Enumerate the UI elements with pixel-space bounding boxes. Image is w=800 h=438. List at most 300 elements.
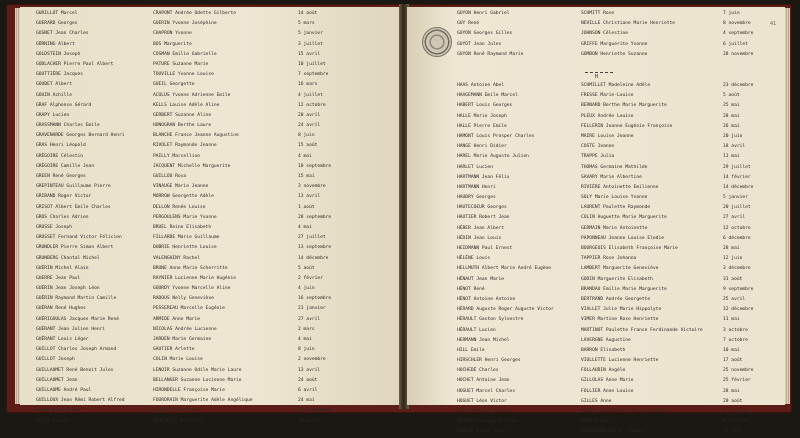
register-entry bbox=[407, 203, 785, 213]
groom-name: GUYOT Paul Albert bbox=[36, 408, 84, 414]
bride-name: BOS Marguerite bbox=[153, 41, 192, 47]
bride-name: LENOIR Suzanne Odile Marie Laure bbox=[153, 367, 242, 373]
groom-name: HALLE Pierre Emile bbox=[457, 123, 507, 129]
register-entry bbox=[407, 152, 785, 162]
marriage-date: 27 avril bbox=[298, 316, 321, 322]
groom-name: GRÉGOIRE Camille Jean bbox=[36, 163, 95, 169]
bride-name: COSTE Jeanne bbox=[581, 144, 615, 150]
register-entry bbox=[407, 142, 785, 152]
groom-name: HOCHEDÉ Charles bbox=[457, 368, 499, 374]
marriage-date: 28 septembre bbox=[298, 214, 332, 220]
bride-name: SAVARY Marie Albertine bbox=[581, 174, 642, 180]
marriage-date: 12 octobre bbox=[723, 225, 751, 231]
bride-name: GAUTIER Arlette bbox=[153, 347, 195, 353]
right-register-list-bottom bbox=[407, 81, 785, 438]
groom-name: GRÉGOIRE Célestin bbox=[36, 153, 84, 159]
groom-name: GUILLAUME André Paul bbox=[36, 387, 92, 393]
bride-name: LAMBERT Marguerite Geneviève bbox=[581, 266, 659, 272]
bride-name: VAUCHERIE Marcelle bbox=[153, 418, 203, 424]
bride-name: FOURDRAIN Marguerite Adèle Angélique bbox=[153, 398, 253, 404]
register-entry bbox=[407, 234, 785, 244]
register-entry bbox=[20, 91, 401, 101]
section-letter: H bbox=[595, 74, 599, 80]
register-entry bbox=[20, 315, 401, 325]
register-entry bbox=[407, 366, 785, 376]
register-entry bbox=[20, 9, 401, 19]
bride-name: GROSSE Antoinette Marie Victoire bbox=[581, 409, 670, 414]
groom-name: GUÉRANT Jean Julien Henri bbox=[36, 326, 106, 332]
groom-name: GROSSET Fernand Victor Félicien bbox=[36, 235, 122, 241]
marriage-date: 3 juillet bbox=[298, 41, 323, 47]
groom-name: GOSNET Jean Charles bbox=[36, 31, 89, 37]
marriage-date: 24 mai bbox=[298, 398, 315, 404]
bride-name: GRIFFE Marguerite Yvonne bbox=[581, 41, 648, 47]
bride-name: GERMAIN Marie Antoinette bbox=[581, 225, 648, 231]
marriage-date: 7 juin bbox=[723, 11, 740, 16]
bride-name: FOLLAUDIN Angèle bbox=[581, 368, 626, 374]
groom-name: GRAF Alphonse Gérard bbox=[36, 102, 92, 108]
register-entry bbox=[20, 254, 401, 264]
marriage-date: 31 août bbox=[723, 276, 743, 282]
groom-name: HÉRARD Auguste Roger Auguste Victor bbox=[457, 307, 554, 313]
marriage-date: 21 septembre bbox=[298, 408, 332, 414]
register-entry bbox=[20, 40, 401, 50]
section-divider bbox=[585, 72, 613, 73]
groom-name: HAUTIER Robert Jean bbox=[457, 215, 510, 221]
marriage-date: 24 avril bbox=[298, 123, 321, 129]
bride-name: BERTRAND Andrée Georgette bbox=[581, 296, 651, 302]
register-entry bbox=[407, 407, 785, 417]
register-entry bbox=[20, 264, 401, 274]
groom-name: HEIDMANN Paul Ernest bbox=[457, 246, 513, 251]
groom-name: GOLDSTEIN Joseph bbox=[36, 51, 81, 57]
groom-name: HÉNOT René bbox=[457, 286, 485, 292]
marriage-date: 12 décembre bbox=[723, 307, 754, 313]
groom-name: HERMANN Jean Michel bbox=[457, 337, 510, 343]
register-entry bbox=[20, 172, 401, 182]
marriage-date: 5 janvier bbox=[298, 31, 323, 37]
register-entry bbox=[407, 193, 785, 203]
marriage-date: 8 juin bbox=[298, 347, 315, 353]
marriage-date: 11 mai bbox=[723, 317, 740, 323]
bride-name: GOMBON Henriette Suzanne bbox=[581, 51, 648, 57]
bride-name: BARRON Elisabeth bbox=[581, 347, 626, 353]
marriage-date: 10 mai bbox=[723, 347, 740, 353]
groom-name: GUÉRIN Jean Joseph Léon bbox=[36, 286, 100, 292]
register-entry bbox=[20, 304, 401, 314]
marriage-date: 7 octobre bbox=[723, 337, 748, 343]
register-entry bbox=[407, 244, 785, 254]
right-page bbox=[407, 7, 785, 435]
register-entry bbox=[20, 396, 401, 406]
register-entry bbox=[20, 111, 401, 121]
register-entry bbox=[20, 223, 401, 233]
register-entry bbox=[20, 192, 401, 202]
marriage-date: 8 novembre bbox=[723, 21, 751, 27]
bride-name: MARTINOT Paulette France Ferdinande Victoire bbox=[581, 327, 703, 333]
register-entry bbox=[20, 152, 401, 162]
register-entry bbox=[20, 406, 401, 416]
bride-name: HIRONDELLE Françoise Marie bbox=[153, 387, 225, 393]
marriage-date: 4 mai bbox=[298, 337, 312, 342]
groom-name: GUILLAUMET René Benoit Jules bbox=[36, 367, 114, 373]
groom-name: GRASSMANN Charles Emile bbox=[36, 123, 100, 129]
register-entry bbox=[20, 50, 401, 60]
bride-name: VALENGHINY Rachel bbox=[153, 255, 201, 261]
bride-name: SCHMILLET Madeleine Adèle bbox=[581, 83, 651, 88]
marriage-date: 28 mai bbox=[723, 246, 740, 251]
groom-name: GUILLAUMET Jean bbox=[36, 377, 78, 383]
page-number: 41 bbox=[770, 21, 777, 27]
groom-name: HABERT Louis Georges bbox=[457, 103, 513, 109]
marriage-date: 4 mai bbox=[298, 224, 312, 230]
bride-name: GUILLOU Rosa bbox=[153, 174, 187, 179]
register-entry bbox=[20, 121, 401, 131]
marriage-date: 14 février bbox=[723, 174, 751, 180]
groom-name: GUY René bbox=[457, 21, 480, 27]
bride-name: VINAUGE Marie Jeanne bbox=[153, 184, 209, 190]
bride-name: VIOLLETTE Lucienne Henriette bbox=[581, 358, 659, 364]
groom-name: HAMONT Louis Prosper Charles bbox=[457, 133, 535, 139]
bride-name: BRUEL Reine Elisabeth bbox=[153, 224, 212, 230]
groom-name: HAAS Antoine Abel bbox=[457, 83, 505, 88]
register-entry bbox=[407, 315, 785, 325]
bride-name: BERNARD Berthe Marie Marguerite bbox=[581, 103, 667, 109]
bride-name: RADOUS Nelly Geneviève bbox=[153, 296, 214, 302]
bride-name: GOURDY Yvonne Marcelle Aline bbox=[153, 286, 231, 292]
register-entry bbox=[20, 182, 401, 192]
marriage-date: 21 août bbox=[723, 429, 743, 435]
groom-name: GRUNBERG Chantal Michel bbox=[36, 255, 100, 261]
groom-name: HÉRAULT Gaston Sylvestre bbox=[457, 317, 524, 323]
groom-name: GUILLOT Joseph bbox=[36, 357, 75, 363]
register-entry bbox=[20, 417, 401, 427]
bride-name: NEVILLE Christiane Marie Henriette bbox=[581, 21, 676, 27]
groom-name: GRUNDLER Pierre Simon Albert bbox=[36, 245, 114, 251]
marriage-date: 6 avril bbox=[298, 387, 318, 393]
marriage-date: 7 septembre bbox=[298, 72, 329, 78]
register-entry bbox=[20, 243, 401, 253]
marriage-date: 27 avril bbox=[723, 215, 746, 221]
register-entry bbox=[20, 284, 401, 294]
bride-name: MORROW Georgette Adèle bbox=[153, 194, 214, 200]
groom-name: HAUTECOEUR Georges bbox=[457, 205, 507, 211]
marriage-date: 24 août bbox=[298, 377, 318, 383]
register-entry bbox=[20, 162, 401, 172]
groom-name: HARLET Lucien bbox=[457, 164, 493, 170]
marriage-date: 25 mai bbox=[723, 103, 740, 109]
marriage-date: 21 janvier bbox=[298, 306, 326, 312]
groom-name: GREPINTEAU Guillaume Pierre bbox=[36, 184, 111, 190]
marriage-date: 5 août bbox=[723, 93, 740, 99]
bride-name: COLIN Huguette Marie Marguerite bbox=[581, 215, 667, 221]
groom-name: GUERRE Jean Paul bbox=[36, 275, 81, 281]
groom-name: GROS Charles Adrien bbox=[36, 214, 89, 220]
groom-name: GUYOT Jean Jules bbox=[457, 41, 502, 47]
bride-name: GUERIN Yvonne Joséphine bbox=[153, 21, 217, 27]
groom-name: GUÉRIGOULAS Jacques Marie René bbox=[36, 316, 119, 322]
register-entry bbox=[407, 19, 785, 29]
groom-name: HIRSCHLER Henri Georges bbox=[457, 358, 521, 364]
marriage-date: 10 septembre bbox=[298, 163, 332, 169]
register-entry bbox=[407, 387, 785, 397]
register-entry bbox=[20, 80, 401, 90]
bride-name: FELLERIN Jeanne Eugénie Françoise bbox=[581, 123, 673, 129]
marriage-date: 5 août bbox=[298, 265, 315, 271]
bride-name: BLANCHE France Jeanne Augustine bbox=[153, 133, 239, 139]
groom-name: HOGUET Marcel Charles bbox=[457, 388, 516, 394]
marriage-date: 20 juin bbox=[723, 133, 743, 139]
groom-name: HÉDIN Jean Louis bbox=[457, 235, 502, 241]
marriage-date: 25 novembre bbox=[723, 368, 754, 374]
groom-name: GOUBET Albert bbox=[36, 82, 72, 88]
bride-name: SCHMITT Rose bbox=[581, 11, 615, 16]
register-entry bbox=[407, 40, 785, 50]
groom-name: GRAS Henri Léopold bbox=[36, 143, 86, 149]
register-entry bbox=[20, 233, 401, 243]
bride-name: TOUVILLE Yvonne Louise bbox=[153, 72, 214, 78]
bride-name: GUEIL Georgette bbox=[153, 82, 195, 88]
bride-name: LAURENT Paulette Raymonde bbox=[581, 205, 651, 211]
register-entry bbox=[20, 60, 401, 70]
groom-name: HARTMANN Henri bbox=[457, 184, 496, 190]
marriage-date: 10 juillet bbox=[298, 61, 326, 67]
groom-name: HAAGEMANN Emile Marcel bbox=[457, 93, 518, 99]
groom-name: HÉBER Jean Albert bbox=[457, 225, 505, 231]
register-entry bbox=[407, 254, 785, 264]
bride-name: PAILLY Marcelline bbox=[153, 153, 201, 159]
groom-name: HOMMEL Fernand Charles bbox=[457, 419, 518, 425]
marriage-date: 13 avril bbox=[298, 367, 321, 373]
marriage-date: 1 août bbox=[298, 204, 315, 210]
register-entry bbox=[20, 386, 401, 396]
bride-name: HONOGRAN Berthe Laure bbox=[153, 123, 212, 129]
marriage-date: 29 juillet bbox=[723, 164, 751, 170]
register-entry bbox=[407, 275, 785, 285]
marriage-date: 8 juin bbox=[298, 133, 315, 139]
marriage-date: 15 avril bbox=[298, 51, 321, 57]
bride-name: CAILLAT Christine bbox=[153, 408, 201, 414]
register-entry bbox=[20, 101, 401, 111]
marriage-date: 15 août bbox=[298, 143, 318, 149]
register-entry bbox=[20, 141, 401, 151]
register-entry bbox=[20, 213, 401, 223]
groom-name: GUYON René Raymond Marie bbox=[457, 51, 524, 57]
bride-name: GUILLEMIN Marie Jeanne bbox=[581, 429, 642, 435]
bride-name: PLEUX Andrée Louise bbox=[581, 113, 634, 119]
groom-name: HÉNAUT Jean Marie bbox=[457, 276, 505, 282]
bride-name: FILLARDE Marie Guillaume bbox=[153, 235, 220, 241]
register-entry bbox=[20, 131, 401, 141]
marriage-date: 20 avril bbox=[298, 112, 321, 118]
bride-name: PAPONNEAU Jeanne Louise Elodie bbox=[581, 235, 664, 241]
groom-name: HOCHET Antoine Jean bbox=[457, 378, 510, 384]
groom-name: GODLACHER Pierre Paul Albert bbox=[36, 61, 114, 67]
register-entry bbox=[407, 397, 785, 407]
groom-name: GUYON Henri Gabriel bbox=[457, 11, 510, 16]
bride-name: RAYNIER Lucienne Marie Hugénie bbox=[153, 275, 236, 281]
bride-name: FRESSE Marie-Louise bbox=[581, 93, 634, 99]
marriage-date: 6 juillet bbox=[723, 409, 748, 414]
marriage-date: 25 avril bbox=[723, 296, 746, 302]
marriage-date: 16 septembre bbox=[298, 296, 332, 302]
marriage-date: 2 mars bbox=[298, 326, 315, 332]
bride-name: KELLS Louise Adèle Aline bbox=[153, 102, 220, 108]
bride-name: CRAPONT Andrée Odette Gilberte bbox=[153, 11, 236, 16]
register-entry bbox=[20, 70, 401, 80]
register-entry bbox=[407, 295, 785, 305]
groom-name: GREEN René Georges bbox=[36, 174, 86, 179]
marriage-date: 25 février bbox=[723, 378, 751, 384]
marriage-date: 23 décembre bbox=[723, 83, 754, 88]
groom-name: GOUIN Achille bbox=[36, 92, 72, 98]
register-entry bbox=[407, 91, 785, 101]
register-entry bbox=[20, 335, 401, 345]
register-entry bbox=[407, 264, 785, 274]
bride-name: LAVERGNE Augustine bbox=[581, 337, 631, 343]
groom-name: GUÉRANT Louis Léger bbox=[36, 337, 89, 342]
marriage-date: 12 octobre bbox=[298, 102, 326, 108]
register-entry bbox=[407, 122, 785, 132]
bride-name: GILLOLAS Anne Marie bbox=[581, 378, 634, 384]
groom-name: GRISOT Albert Emile Charles bbox=[36, 204, 111, 210]
marriage-date: 5 janvier bbox=[723, 195, 748, 201]
register-entry bbox=[407, 50, 785, 60]
groom-name: GROSSE Joseph bbox=[36, 224, 72, 230]
groom-name: HELLMUTH Albert Marie André Eugène bbox=[457, 266, 552, 272]
register-entry bbox=[20, 345, 401, 355]
marriage-date: 20 avril bbox=[298, 418, 321, 424]
marriage-date: 14 août bbox=[298, 11, 318, 16]
marriage-date: 14 décembre bbox=[723, 184, 754, 190]
register-entry bbox=[407, 101, 785, 111]
groom-name: GUÉRAN René Hughes bbox=[36, 306, 86, 312]
register-entry bbox=[407, 173, 785, 183]
right-register-list-top bbox=[407, 9, 785, 60]
marriage-date: 12 juin bbox=[723, 256, 743, 262]
register-entry bbox=[407, 213, 785, 223]
groom-name: GÖRNING Albert bbox=[36, 41, 75, 47]
bride-name: ACOLUS Yvonne Adrienne Emile bbox=[153, 92, 231, 98]
register-entry bbox=[20, 376, 401, 386]
bride-name: PERGOULENS Marie Yvonne bbox=[153, 214, 217, 220]
register-entry bbox=[407, 336, 785, 346]
register-entry bbox=[20, 325, 401, 335]
bride-name: PESSEREAU Marcelle Eugénie bbox=[153, 306, 225, 312]
register-entry bbox=[20, 355, 401, 365]
marriage-date: 28 mai bbox=[723, 113, 740, 119]
register-entry bbox=[20, 203, 401, 213]
bride-name: ARMIDE Anne Marie bbox=[153, 316, 201, 322]
marriage-date: 4 mai bbox=[298, 153, 312, 159]
bride-name: BOURGEOIS Elisabeth Françoise Marie bbox=[581, 246, 678, 251]
bride-name: DUBRIE Henriette Louise bbox=[153, 245, 217, 251]
marriage-date: 20 juillet bbox=[723, 205, 751, 211]
marriage-date: 4 septembre bbox=[723, 31, 754, 37]
marriage-date: 3 octobre bbox=[723, 327, 748, 333]
marriage-date: 16 mars bbox=[298, 82, 318, 88]
register-entry bbox=[407, 112, 785, 122]
page-edges-right bbox=[785, 8, 790, 404]
bride-name: COLIN Marie Louise bbox=[153, 357, 203, 363]
marriage-date: 5 mars bbox=[298, 21, 315, 27]
marriage-date: 26 mai bbox=[723, 123, 740, 129]
marriage-date: 3 novembre bbox=[298, 184, 326, 190]
register-entry bbox=[407, 305, 785, 315]
marriage-date: 2 novembre bbox=[298, 357, 326, 363]
bride-name: TAPPIER Rose Johanna bbox=[581, 256, 637, 262]
groom-name: GUILLOUX Jean Rémi Robert Alfred bbox=[36, 398, 125, 404]
marriage-date: 15 mai bbox=[298, 174, 315, 179]
bride-name: JARDEN Marie Germaine bbox=[153, 337, 212, 342]
bride-name: COSMAN Emilie Gabrielle bbox=[153, 51, 217, 57]
groom-name: HARTMANN Jean Félix bbox=[457, 174, 510, 180]
marriage-date: 6 juillet bbox=[723, 41, 748, 47]
groom-name: GUYON Georges Gilles bbox=[457, 31, 513, 37]
groom-name: GOUTTIÈRE Jacques bbox=[36, 72, 84, 78]
register-entry bbox=[407, 183, 785, 193]
groom-name: GURILLOT Marcel bbox=[36, 11, 78, 16]
groom-name: GUERARD Georges bbox=[36, 21, 78, 27]
marriage-date: 13 septembre bbox=[298, 245, 332, 251]
groom-name: HALLE Marie Joseph bbox=[457, 113, 507, 119]
bride-name: BRUNE Anne Marie Scherritte bbox=[153, 265, 228, 271]
groom-name: HOLTZ Robert Gabriel bbox=[457, 409, 513, 414]
register-entry bbox=[407, 224, 785, 234]
register-entry bbox=[407, 326, 785, 336]
register-entry bbox=[20, 274, 401, 284]
bride-name: BRANDAU Emilie Marie Marguerite bbox=[581, 286, 667, 292]
marriage-date: 14 décembre bbox=[298, 255, 329, 261]
bride-name: VIMER Martine Rose Henriette bbox=[581, 317, 659, 323]
left-page bbox=[20, 7, 401, 424]
bride-name: GODIN Marguerite Elisabeth bbox=[581, 276, 653, 282]
groom-name: GUILLOT Charles Joseph Armand bbox=[36, 347, 117, 353]
bride-name: CHAPRON Yvonne bbox=[153, 31, 192, 37]
bride-name: GERBERT Suzanne Aline bbox=[153, 112, 212, 118]
bride-name: NICOLAS Andrée Lucienne bbox=[153, 326, 217, 332]
groom-name: HÉNOT Antoine Antoine bbox=[457, 296, 516, 302]
bride-name: THOMAS Germaine Mathilde bbox=[581, 164, 648, 170]
register-entry bbox=[20, 294, 401, 304]
register-entry bbox=[407, 417, 785, 427]
groom-name: HAUDRY Georges bbox=[457, 195, 496, 201]
register-entry bbox=[20, 366, 401, 376]
marriage-date: 3 décembre bbox=[723, 266, 751, 272]
marriage-date: 27 juillet bbox=[298, 235, 326, 241]
register-entry bbox=[407, 285, 785, 295]
groom-name: HONORÉ Louis Henri bbox=[457, 429, 507, 435]
register-entry bbox=[407, 81, 785, 91]
marriage-date: 28 mai bbox=[723, 388, 740, 394]
marriage-date: 13 avril bbox=[298, 194, 321, 200]
marriage-date: 9 septembre bbox=[723, 286, 754, 292]
marriage-date: 18 avril bbox=[723, 144, 746, 150]
groom-name: HÉLÈNE Louis bbox=[457, 256, 491, 262]
register-entry bbox=[407, 346, 785, 356]
register-entry bbox=[407, 427, 785, 437]
register-entry bbox=[407, 29, 785, 39]
register-entry bbox=[20, 19, 401, 29]
groom-name: HOGUET Léon Victor bbox=[457, 398, 507, 404]
bride-name: VIALLET Julie Marie Hippolyte bbox=[581, 307, 662, 313]
marriage-date: 17 août bbox=[723, 358, 743, 364]
marriage-date: 20 août bbox=[723, 398, 743, 404]
register-entry bbox=[407, 9, 785, 19]
marriage-date: 4 juillet bbox=[298, 92, 323, 98]
bride-name: BELLANGER Suzanne Lucienne Marie bbox=[153, 377, 242, 383]
marriage-date: 11 mai bbox=[723, 154, 740, 160]
